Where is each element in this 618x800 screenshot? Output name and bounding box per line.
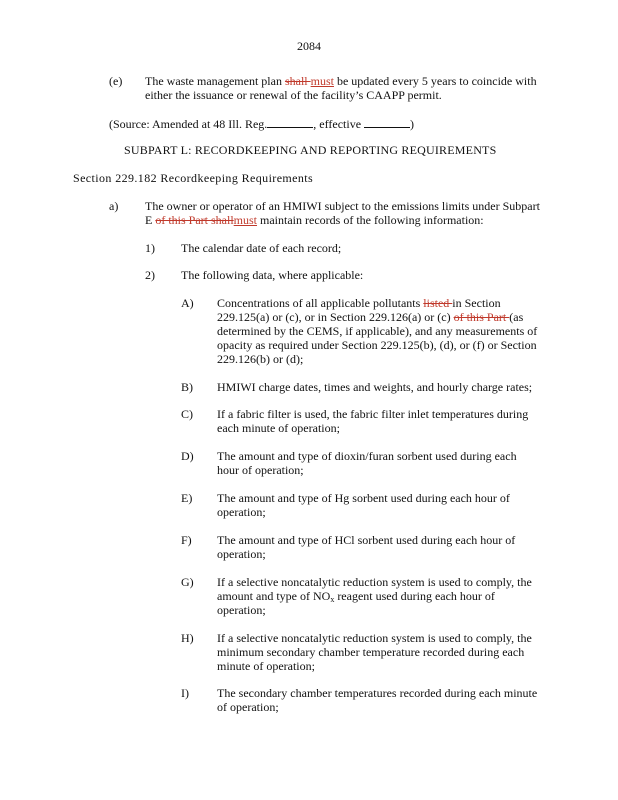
source-date-blank-1 [267,117,313,128]
sub-f-line2: operation; [217,547,266,561]
sub-f-line1: The amount and type of HCl sorbent used during each hour of [217,533,516,547]
para-e-text-before: The waste management plan [145,74,285,88]
source-date-blank-2 [364,117,410,128]
sub-g-label: G) [181,575,194,589]
sub-d-line2: hour of operation; [217,463,304,477]
para-a-line2-post: maintain records of the following information: [257,213,484,227]
para-e-text-after: be updated every 5 years to coincide with [333,74,537,88]
sub-g-line2 [217,589,495,603]
sub-c-line1: If a fabric filter is used, the fabric filter inlet temperatures during [217,407,529,421]
sub-h-label: H) [181,631,194,645]
item-1-text: The calendar date of each record; [181,241,342,255]
source-middle: , effective [313,117,365,131]
section-title: Section 229.182 Recordkeeping Requirements [73,171,314,185]
sub-a-l1-post: in Section [452,296,501,310]
sub-d-label: D) [181,449,194,463]
item-2-label: 2) [145,268,155,282]
para-e-label: (e) [109,74,123,88]
sub-g-nox-subscript: x [330,595,335,604]
sub-e-line1: The amount and type of Hg sorbent used during each hour of [217,491,510,505]
sub-c-line2: each minute of operation; [217,421,340,435]
sub-i-line2: of operation; [217,700,279,714]
para-a-line2-pre: E [145,213,156,227]
para-e-deleted: shall [284,74,311,88]
para-a-line1: The owner or operator of an HMIWI subject to the emissions limits under Subpart [145,199,540,213]
sub-f-label: F) [181,533,192,547]
sub-a-l1-deleted: listed [423,296,453,310]
item-2-text: The following data, where applicable: [181,268,364,282]
subpart-title: SUBPART L: RECORDKEEPING AND REPORTING REQUIREMENTS [124,143,497,157]
sub-a-line5: 229.126(b) or (d); [217,352,304,366]
sub-a-l2-pre: 229.125(a) or (c), or in Section 229.126(a) or (c) [217,310,454,324]
sub-g-l2-pre: amount and type of NO [217,589,331,603]
sub-d-line1: The amount and type of dioxin/furan sorbent used during each [217,449,517,463]
sub-h-line3: minute of operation; [217,659,315,673]
para-e-inserted: must [310,74,334,88]
sub-h-line2: minimum secondary chamber temperature recorded during each [217,645,525,659]
sub-a-l2-post: (as [509,310,524,324]
item-1-label: 1) [145,241,155,255]
para-a-line2 [145,213,484,227]
sub-h-line1: If a selective noncatalytic reduction system is used to comply, the [217,631,532,645]
sub-e-label: E) [181,491,193,505]
page-number: 2084 [297,39,321,53]
sub-a-l1-pre: Concentrations of all applicable pollutants [217,296,424,310]
para-e-line2: either the issuance or renewal of the facility’s CAAPP permit. [145,88,442,102]
para-a-label: a) [109,199,119,213]
sub-i-line1: The secondary chamber temperatures recorded during each minute [217,686,538,700]
sub-a-line3: determined by the CEMS, if applicable), and any measurements of [217,324,538,338]
sub-a-l2-deleted: of this Part [453,310,510,324]
para-e-line1 [145,74,537,88]
sub-a-line4: opacity as required under Section 229.125(b), (d), or (f) or Section [217,338,537,352]
sub-g-line1: If a selective noncatalytic reduction system is used to comply, the [217,575,532,589]
sub-b-text: HMIWI charge dates, times and weights, and hourly charge rates; [217,380,533,394]
sub-a-line2 [217,310,523,324]
source-prefix: (Source: Amended at 48 Ill. Reg. [109,117,268,131]
source-note [109,117,414,131]
sub-g-line3: operation; [217,603,266,617]
source-suffix: ) [410,117,415,131]
sub-b-label: B) [181,380,193,394]
sub-e-line2: operation; [217,505,266,519]
sub-g-l2-post: reagent used during each hour of [334,589,495,603]
sub-c-label: C) [181,407,193,421]
sub-a-line1 [217,296,501,310]
sub-a-label: A) [181,296,194,310]
para-a-deleted: of this Part shall [155,213,234,227]
sub-i-label: I) [181,686,189,700]
para-a-inserted: must [233,213,258,227]
